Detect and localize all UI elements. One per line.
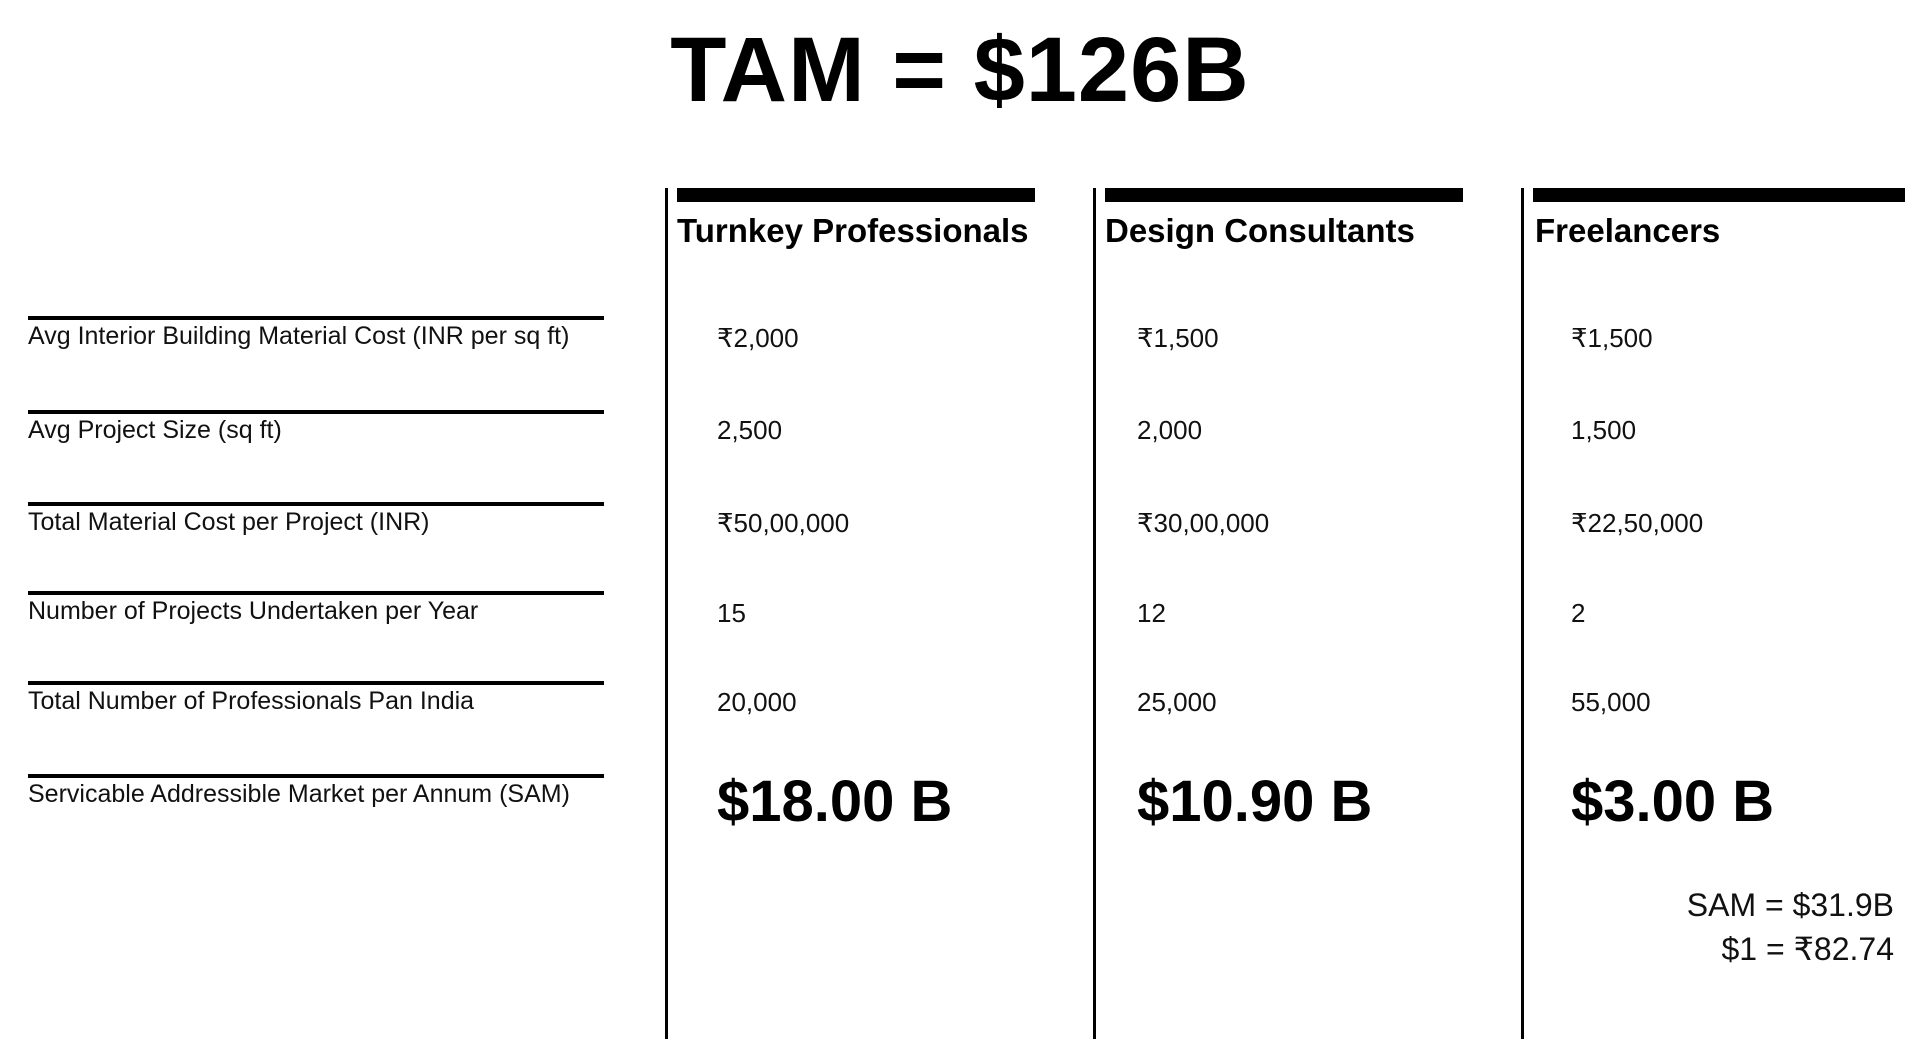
- column-header-bar: [1533, 188, 1905, 202]
- row-label-projects-per-year: Number of Projects Undertaken per Year: [28, 597, 479, 625]
- row-rule: [28, 681, 604, 685]
- column-header-freelancers: Freelancers: [1535, 212, 1721, 249]
- row-rule: [28, 316, 604, 320]
- row-rule: [28, 774, 604, 778]
- page-title: TAM = $126B: [670, 19, 1250, 121]
- cell-design-total-professionals: 25,000: [1137, 687, 1217, 717]
- sam-design-consultants: $10.90 B: [1137, 769, 1373, 834]
- column-header-design-consultants: Design Consultants: [1105, 212, 1415, 249]
- cell-freelancers-material-cost: ₹1,500: [1571, 323, 1653, 353]
- column-header-bar: [677, 188, 1035, 202]
- cell-design-projects-per-year: 12: [1137, 598, 1166, 628]
- cell-design-total-material-cost: ₹30,00,000: [1137, 508, 1270, 538]
- cell-design-material-cost: ₹1,500: [1137, 323, 1219, 353]
- cell-turnkey-material-cost: ₹2,000: [717, 323, 799, 353]
- row-rule: [28, 410, 604, 414]
- row-rule: [28, 502, 604, 506]
- column-header-bar: [1105, 188, 1463, 202]
- cell-turnkey-total-material-cost: ₹50,00,000: [717, 508, 850, 538]
- row-label-sam: Servicable Addressible Market per Annum (SAM): [28, 780, 570, 808]
- cell-freelancers-project-size: 1,500: [1571, 415, 1637, 445]
- sam-total-note: SAM = $31.9B: [1686, 887, 1894, 923]
- cell-freelancers-total-material-cost: ₹22,50,000: [1571, 508, 1704, 538]
- cell-design-project-size: 2,000: [1137, 415, 1203, 445]
- row-label-material-cost: Avg Interior Building Material Cost (INR per sq ft): [28, 322, 570, 350]
- column-divider: [665, 188, 668, 1039]
- cell-turnkey-projects-per-year: 15: [717, 598, 746, 628]
- exchange-rate-note: $1 = ₹82.74: [1721, 931, 1894, 967]
- column-divider: [1093, 188, 1096, 1039]
- cell-turnkey-project-size: 2,500: [717, 415, 783, 445]
- row-label-total-professionals: Total Number of Professionals Pan India: [28, 687, 475, 715]
- summary-notes: [1687, 883, 1894, 971]
- column-divider: [1521, 188, 1524, 1039]
- cell-turnkey-total-professionals: 20,000: [717, 687, 797, 717]
- sam-freelancers: $3.00 B: [1571, 769, 1775, 834]
- cell-freelancers-total-professionals: 55,000: [1571, 687, 1651, 717]
- cell-freelancers-projects-per-year: 2: [1571, 598, 1586, 628]
- row-label-project-size: Avg Project Size (sq ft): [28, 416, 282, 444]
- column-header-turnkey: Turnkey Professionals: [677, 212, 1029, 249]
- sam-turnkey: $18.00 B: [717, 769, 953, 834]
- row-label-total-material-cost: Total Material Cost per Project (INR): [28, 508, 430, 536]
- row-rule: [28, 591, 604, 595]
